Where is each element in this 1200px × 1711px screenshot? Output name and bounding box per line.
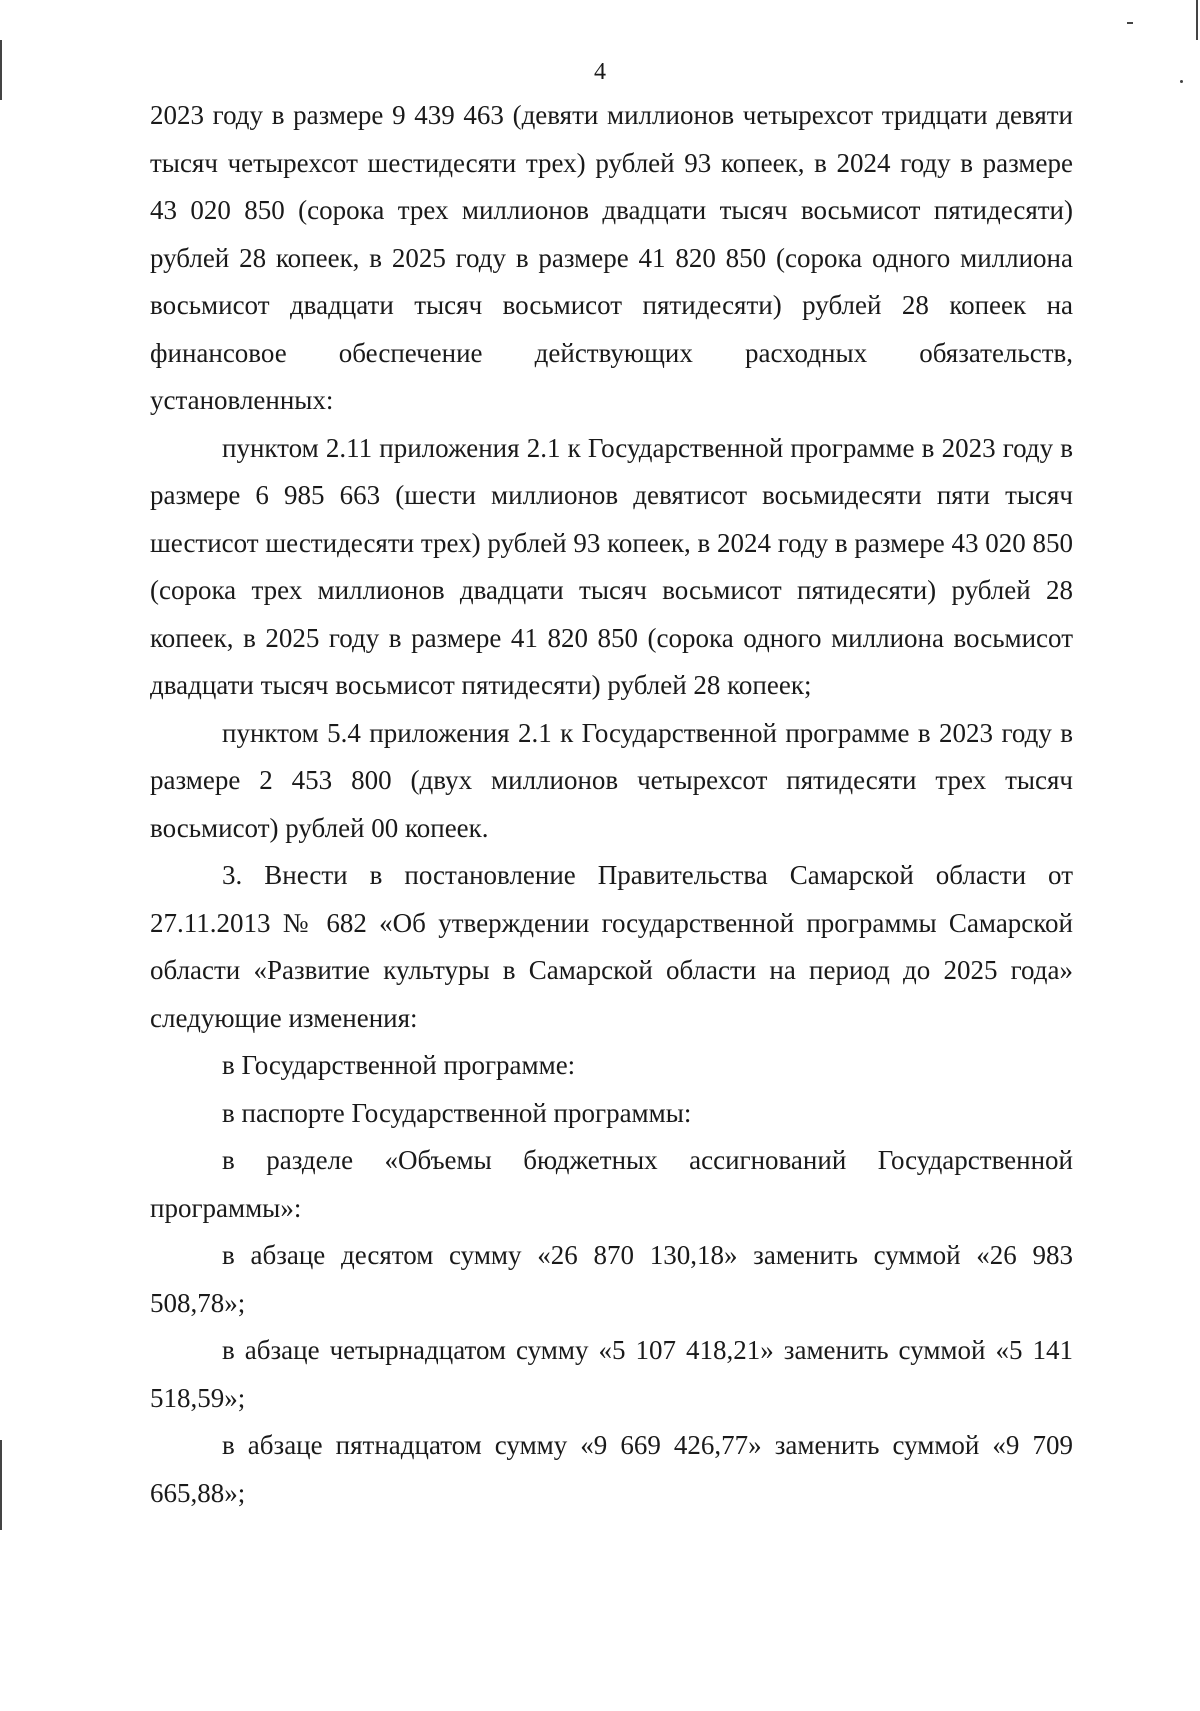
paragraph-in-program: в Государственной программе: <box>222 1050 576 1080</box>
body-text <box>150 92 1073 1517</box>
scan-edge-mark <box>0 40 2 100</box>
page-number: 4 <box>594 59 606 85</box>
paragraph-item-5-4: пунктом 5.4 приложения 2.1 к Государственной программе в 2023 году в размере 2 453 800 (двух миллионов четырехсот пятидесяти трех тысяч восьмисот) рублей 00 копеек. <box>150 717 1073 843</box>
paragraph-fourteenth-para: в абзаце четырнадцатом сумму «5 107 418,21» заменить суммой «5 141 518,59»; <box>150 1335 1073 1413</box>
paragraph-item-2-11: пунктом 2.11 приложения 2.1 к Государственной программе в 2023 году в размере 6 985 663 (шести миллионов девятисот восьмидесяти пяти тысяч шестисот шестидесяти трех) рублей 93 копеек, в 2024 году в размере 43 020 850 (сорока трех миллионов двадцати тысяч восьмисот пятидесяти) рублей 28 копеек, в 2025 году в размере 41 820 850 (сорока одного миллиона восьмисот двадцати тысяч восьмисот пятидесяти) рублей 28 копеек; <box>150 432 1073 700</box>
scan-dot-mark <box>1127 22 1133 24</box>
paragraph-section-3: 3. Внести в постановление Правительства Самарской области от 27.11.2013 № 682 «Об утверждении государственной программы Самарской области «Развитие культуры в Самарской области на период до 2025 года» следующие изменения: <box>150 860 1073 1033</box>
paragraph-tenth-para: в абзаце десятом сумму «26 870 130,18» заменить суммой «26 983 508,78»; <box>150 1240 1073 1318</box>
scan-edge-mark <box>0 1440 2 1530</box>
paragraph-continuation: 2023 году в размере 9 439 463 (девяти миллионов четырехсот тридцати девяти тысяч четырехсот шестидесяти трех) рублей 93 копеек, в 2024 году в размере 43 020 850 (сорока трех миллионов двадцати тысяч восьмисот пятидесяти) рублей 28 копеек, в 2025 году в размере 41 820 850 (сорока одного миллиона восьмисот двадцати тысяч восьмисот пятидесяти) рублей 28 копеек на финансовое обеспечение действующих расходных обязательств, установленных: <box>150 100 1073 415</box>
paragraph-fifteenth-para: в абзаце пятнадцатом сумму «9 669 426,77» заменить суммой «9 709 665,88»; <box>150 1430 1073 1508</box>
paragraph-in-section: в разделе «Объемы бюджетных ассигнований Государственной программы»: <box>150 1145 1073 1223</box>
scan-edge-mark <box>1196 0 1198 40</box>
paragraph-in-passport: в паспорте Государственной программы: <box>222 1097 692 1128</box>
scan-dot-mark <box>1180 80 1183 83</box>
